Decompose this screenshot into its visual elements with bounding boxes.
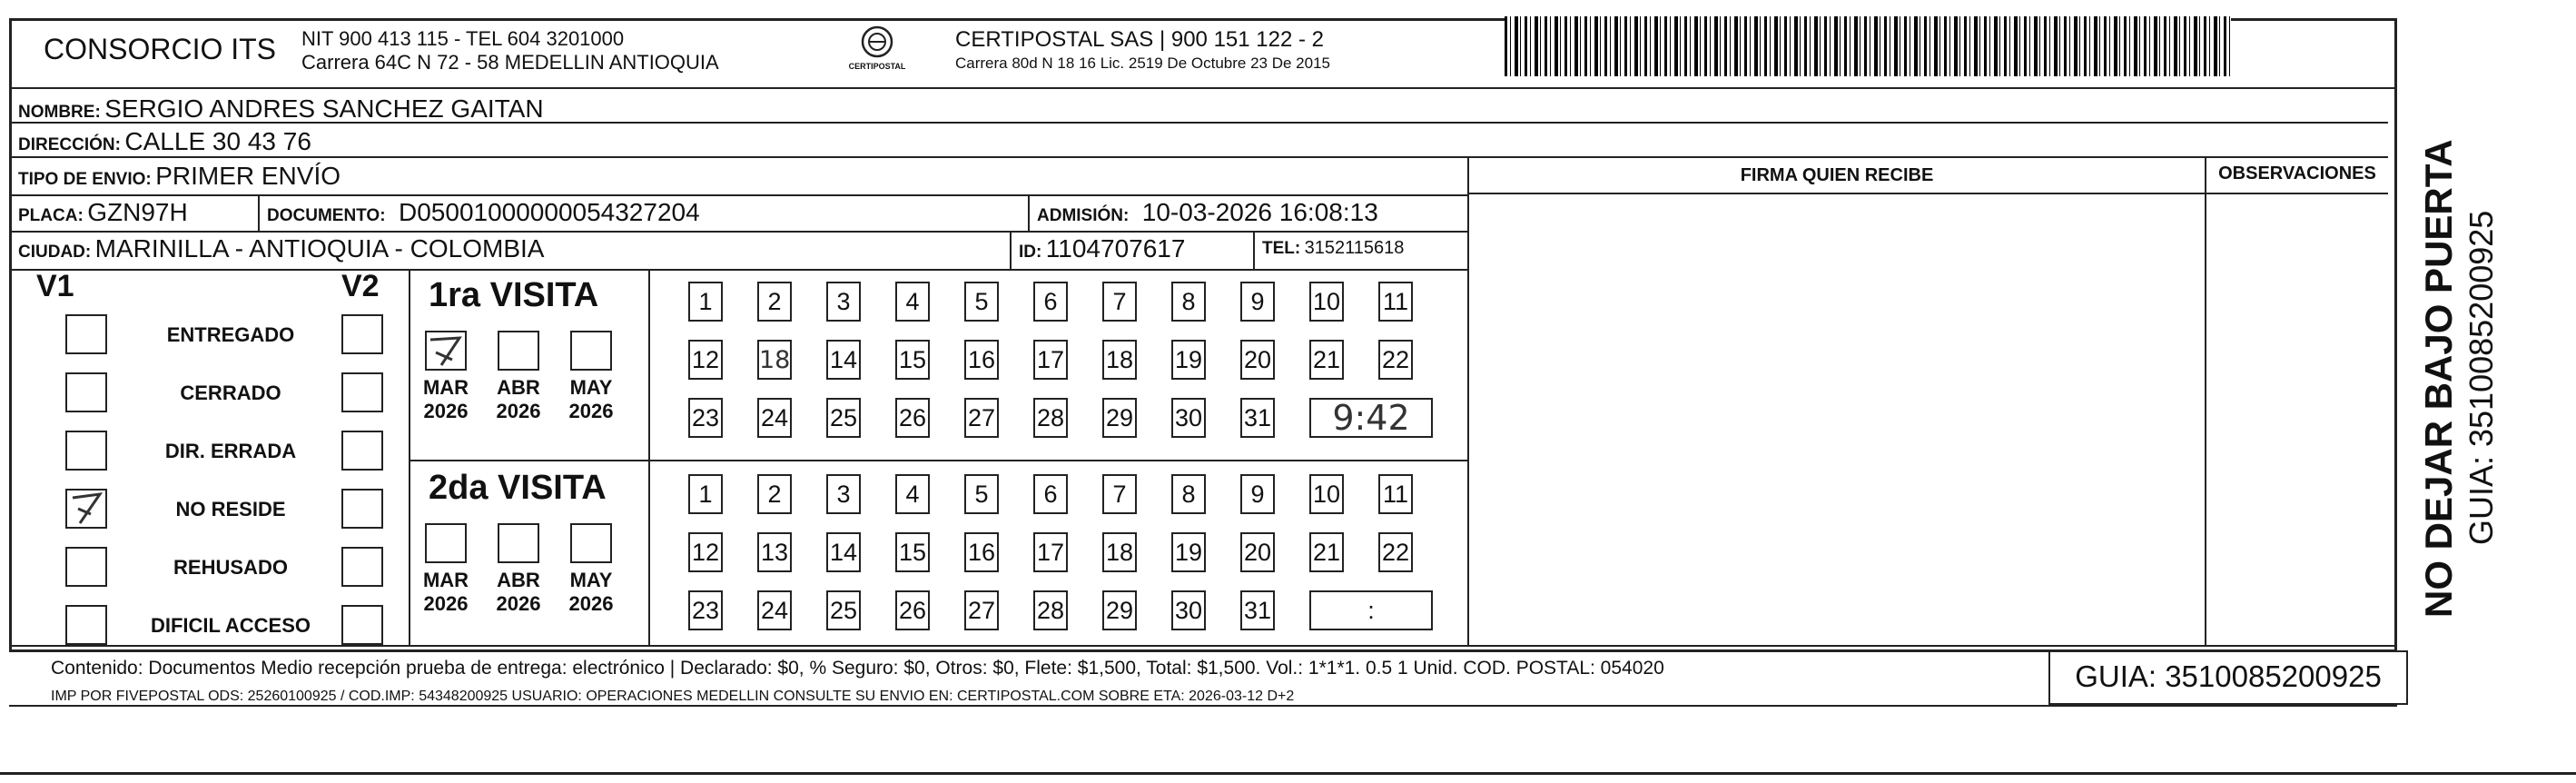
day-label: 12 <box>691 539 720 566</box>
day-label: 14 <box>829 539 858 566</box>
side-no-dejar: NO DEJAR BAJO PUERTA <box>2417 139 2460 618</box>
month-label: ABR 2026 <box>496 376 541 422</box>
day-box[interactable] <box>1378 532 1413 572</box>
day-box[interactable] <box>1240 474 1275 514</box>
day-label: 8 <box>1181 481 1196 508</box>
documento-value: D05001000000054327204 <box>399 198 700 226</box>
day-label: 25 <box>829 597 858 624</box>
day-box[interactable] <box>895 590 930 630</box>
observaciones-label: OBSERVACIONES <box>2218 164 2376 183</box>
day-box[interactable] <box>1033 340 1068 380</box>
v2-checkbox[interactable] <box>341 489 383 529</box>
day-label: 2 <box>767 481 782 508</box>
month-checkbox[interactable] <box>570 331 612 371</box>
day-box[interactable] <box>1378 282 1413 322</box>
day-box[interactable] <box>826 532 861 572</box>
day-box[interactable] <box>964 474 999 514</box>
day-label: 25 <box>829 404 858 431</box>
day-box[interactable] <box>895 474 930 514</box>
day-box[interactable] <box>688 282 723 322</box>
day-label: 16 <box>967 539 996 566</box>
day-label: 26 <box>898 404 927 431</box>
tipo-envio-row: TIPO DE ENVIO: PRIMER ENVÍO <box>18 162 341 190</box>
day-label: 22 <box>1381 539 1410 566</box>
day-label: 17 <box>1036 346 1065 373</box>
day-label: 6 <box>1043 288 1058 315</box>
footer-contenido: Contenido: Documentos Medio recepción prueba de entrega: electrónico | Declarado: $0, % Seguro: $0, Otros: $0, Flete: $1,500, Total: $1,500. Vol.: 1*1*1. 0.5 1 Unid. COD. POSTAL: 054020 <box>51 658 1664 679</box>
day-label: 22 <box>1381 346 1410 373</box>
day-label: 26 <box>898 597 927 624</box>
day-box[interactable] <box>964 340 999 380</box>
ciudad-value: MARINILLA - ANTIOQUIA - COLOMBIA <box>94 234 545 263</box>
day-label: 29 <box>1105 597 1134 624</box>
certipostal-address: Carrera 80d N 18 16 Lic. 2519 De Octubre 23 De 2015 <box>955 55 1330 72</box>
day-label: 11 <box>1382 481 1409 508</box>
day-box[interactable] <box>1171 474 1206 514</box>
v1-checkbox[interactable] <box>65 605 107 645</box>
company-name: CONSORCIO ITS <box>44 33 277 65</box>
admision-value: 10-03-2026 16:08:13 <box>1141 198 1378 226</box>
day-box[interactable] <box>757 398 792 438</box>
tipo-envio-value: PRIMER ENVÍO <box>155 162 341 190</box>
day-box[interactable] <box>964 398 999 438</box>
day-box[interactable] <box>1240 532 1275 572</box>
day-box[interactable] <box>757 340 792 380</box>
day-box[interactable] <box>895 340 930 380</box>
time-box[interactable] <box>1309 590 1433 630</box>
day-label: 2 <box>767 288 782 315</box>
month-label: MAR 2026 <box>422 376 469 422</box>
day-label: 24 <box>760 597 789 624</box>
day-box[interactable] <box>1171 532 1206 572</box>
status-label: REHUSADO <box>173 556 288 579</box>
month-checkbox[interactable] <box>425 331 467 371</box>
time-value: : <box>1367 597 1375 624</box>
day-label: 30 <box>1174 404 1203 431</box>
status-label: DIFICIL ACCESO <box>150 614 311 637</box>
day-box[interactable] <box>1033 398 1068 438</box>
v1-checkbox[interactable] <box>65 547 107 587</box>
admision-field: ADMISIÓN: 10-03-2026 16:08:13 <box>1037 198 1378 226</box>
day-label: 11 <box>1382 288 1409 315</box>
day-label: 27 <box>967 404 996 431</box>
day-label: 10 <box>1312 481 1341 508</box>
day-box[interactable] <box>1171 398 1206 438</box>
v2-checkbox[interactable] <box>341 605 383 645</box>
day-label: 20 <box>1243 539 1272 566</box>
day-box[interactable] <box>688 590 723 630</box>
day-label: 29 <box>1105 404 1134 431</box>
day-box[interactable] <box>1102 282 1137 322</box>
day-box[interactable] <box>757 282 792 322</box>
day-box[interactable] <box>1033 282 1068 322</box>
status-label: CERRADO <box>180 382 281 404</box>
day-label: 21 <box>1312 346 1341 373</box>
day-box[interactable] <box>895 282 930 322</box>
day-box[interactable] <box>1171 340 1206 380</box>
day-label: 8 <box>1181 288 1196 315</box>
day-box[interactable] <box>895 532 930 572</box>
status-label: ENTREGADO <box>166 323 295 346</box>
v1-checkbox[interactable] <box>65 489 107 529</box>
day-label: 1 <box>698 481 713 508</box>
day-box[interactable] <box>1102 398 1137 438</box>
day-box[interactable] <box>826 340 861 380</box>
day-box[interactable] <box>964 532 999 572</box>
day-label: 15 <box>898 346 927 373</box>
day-label: 19 <box>1174 346 1203 373</box>
day-label: 1 <box>698 288 713 315</box>
nombre-value: SERGIO ANDRES SANCHEZ GAITAN <box>104 94 544 123</box>
v1-checkbox[interactable] <box>65 372 107 412</box>
side-guia: GUIA: 3510085200925 <box>2462 210 2500 545</box>
day-label: 24 <box>760 404 789 431</box>
month-label: MAR 2026 <box>422 569 469 615</box>
day-label: 18 <box>1105 346 1134 373</box>
day-box[interactable] <box>826 282 861 322</box>
day-box[interactable] <box>1309 532 1344 572</box>
day-label: 7 <box>1112 481 1127 508</box>
day-label: 17 <box>1036 539 1065 566</box>
day-label: 21 <box>1312 539 1341 566</box>
certipostal-title: CERTIPOSTAL SAS | 900 151 122 - 2 <box>955 27 1324 52</box>
day-label: 18 <box>1105 539 1134 566</box>
status-label: DIR. ERRADA <box>164 440 297 462</box>
day-box[interactable] <box>895 398 930 438</box>
day-box[interactable] <box>1240 340 1275 380</box>
day-label: 14 <box>829 346 858 373</box>
placa-field: PLACA: GZN97H <box>18 198 188 226</box>
day-box[interactable] <box>1309 282 1344 322</box>
day-label: 15 <box>898 539 927 566</box>
day-box[interactable] <box>1171 282 1206 322</box>
visit1-title: 1ra VISITA <box>429 276 599 314</box>
day-box[interactable] <box>688 474 723 514</box>
day-box[interactable] <box>757 590 792 630</box>
day-box[interactable] <box>826 590 861 630</box>
day-box[interactable] <box>1240 590 1275 630</box>
status-label: NO RESIDE <box>175 498 286 520</box>
day-box[interactable] <box>1171 590 1206 630</box>
direccion-value: CALLE 30 43 76 <box>124 127 311 155</box>
day-label: 12 <box>691 346 720 373</box>
footer-imp: IMP POR FIVEPOSTAL ODS: 25260100925 / COD.IMP: 54348200925 USUARIO: OPERACIONES MEDELLIN CONSULTE SU ENVIO EN: CERTIPOSTAL.COM SOBRE ETA: 2026-03-12 D+2 <box>51 689 1295 704</box>
day-box[interactable] <box>688 340 723 380</box>
day-label: 18 <box>759 346 791 374</box>
month-label: ABR 2026 <box>496 569 541 615</box>
barcode <box>1505 16 2231 76</box>
time-value: 9:42 <box>1332 398 1410 438</box>
v2-checkbox[interactable] <box>341 547 383 587</box>
day-box[interactable] <box>826 398 861 438</box>
month-label: MAY 2026 <box>568 569 614 615</box>
day-box[interactable] <box>964 590 999 630</box>
day-box[interactable] <box>688 398 723 438</box>
day-box[interactable] <box>1378 474 1413 514</box>
day-box[interactable] <box>757 532 792 572</box>
visit2-title: 2da VISITA <box>429 469 607 507</box>
day-box[interactable] <box>1102 590 1137 630</box>
month-checkbox[interactable] <box>570 523 612 563</box>
v2-checkbox[interactable] <box>341 314 383 354</box>
firma-label: FIRMA QUIEN RECIBE <box>1740 165 1934 185</box>
day-label: 13 <box>760 539 789 566</box>
placa-value: GZN97H <box>87 198 188 226</box>
v1-checkbox[interactable] <box>65 431 107 471</box>
v2-checkbox[interactable] <box>341 372 383 412</box>
month-checkbox[interactable] <box>498 331 539 371</box>
day-label: 7 <box>1112 288 1127 315</box>
day-label: 28 <box>1036 404 1065 431</box>
day-box[interactable] <box>688 532 723 572</box>
day-label: 23 <box>691 404 720 431</box>
v1-label: V1 <box>36 269 74 303</box>
time-box[interactable] <box>1309 398 1433 438</box>
day-label: 10 <box>1312 288 1341 315</box>
month-checkbox[interactable] <box>425 523 467 563</box>
v2-label: V2 <box>341 269 380 303</box>
day-box[interactable] <box>1240 398 1275 438</box>
v1-checkbox[interactable] <box>65 314 107 354</box>
day-box[interactable] <box>826 474 861 514</box>
day-label: 5 <box>974 288 989 315</box>
day-label: 4 <box>905 481 920 508</box>
certipostal-logo-text: CERTIPOSTAL <box>848 62 906 71</box>
direccion-row: DIRECCIÓN: CALLE 30 43 76 <box>18 127 311 155</box>
footer-guia: GUIA: 3510085200925 <box>2075 659 2382 693</box>
day-box[interactable] <box>1102 340 1137 380</box>
day-label: 31 <box>1243 404 1272 431</box>
day-label: 16 <box>967 346 996 373</box>
documento-field: DOCUMENTO: D05001000000054327204 <box>267 198 700 226</box>
day-box[interactable] <box>964 282 999 322</box>
day-box[interactable] <box>1309 340 1344 380</box>
day-label: 20 <box>1243 346 1272 373</box>
day-label: 27 <box>967 597 996 624</box>
id-field: ID: 1104707617 <box>1019 234 1186 263</box>
day-label: 4 <box>905 288 920 315</box>
tel-value: 3152115618 <box>1304 238 1405 258</box>
day-box[interactable] <box>1033 474 1068 514</box>
day-box[interactable] <box>1102 532 1137 572</box>
day-box[interactable] <box>1378 340 1413 380</box>
company-address: Carrera 64C N 72 - 58 MEDELLIN ANTIOQUIA <box>301 51 719 74</box>
day-label: 9 <box>1250 481 1265 508</box>
day-label: 3 <box>836 288 851 315</box>
day-label: 6 <box>1043 481 1058 508</box>
v2-checkbox[interactable] <box>341 431 383 471</box>
day-box[interactable] <box>1033 590 1068 630</box>
certipostal-logo-icon <box>859 24 895 60</box>
day-label: 28 <box>1036 597 1065 624</box>
day-box[interactable] <box>757 474 792 514</box>
day-label: 31 <box>1243 597 1272 624</box>
day-box[interactable] <box>1309 474 1344 514</box>
month-checkbox[interactable] <box>498 523 539 563</box>
day-label: 19 <box>1174 539 1203 566</box>
day-label: 23 <box>691 597 720 624</box>
day-box[interactable] <box>1240 282 1275 322</box>
ciudad-field: CIUDAD: MARINILLA - ANTIOQUIA - COLOMBIA <box>18 234 545 263</box>
day-label: 30 <box>1174 597 1203 624</box>
day-label: 9 <box>1250 288 1265 315</box>
day-box[interactable] <box>1033 532 1068 572</box>
id-value: 1104707617 <box>1045 234 1186 263</box>
tel-field: TEL: 3152115618 <box>1262 238 1405 258</box>
day-box[interactable] <box>1102 474 1137 514</box>
month-label: MAY 2026 <box>568 376 614 422</box>
day-label: 5 <box>974 481 989 508</box>
company-nit: NIT 900 413 115 - TEL 604 3201000 <box>301 27 625 50</box>
nombre-row: NOMBRE: SERGIO ANDRES SANCHEZ GAITAN <box>18 94 544 123</box>
day-label: 3 <box>836 481 851 508</box>
